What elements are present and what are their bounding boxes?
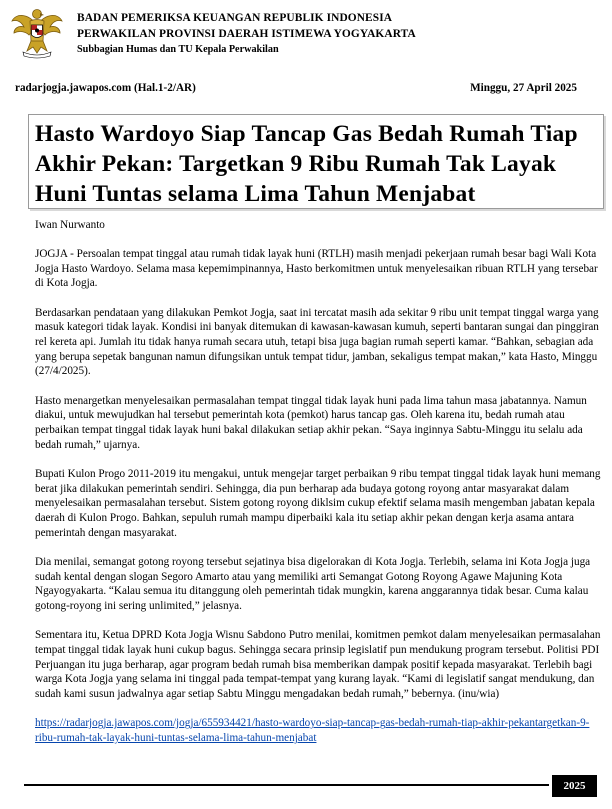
title-box [28,114,604,209]
publish-date: Minggu, 27 April 2025 [470,82,577,94]
footer-year-badge: 2025 [552,775,597,797]
agency-division: Subbagian Humas dan TU Kepala Perwakilan [77,44,279,55]
agency-header [77,10,416,57]
source-label: radarjogja.jawapos.com (Hal.1-2/AR) [15,82,196,94]
article-source-link[interactable]: https://radarjogja.jawapos.com/jogja/655934421/hasto-wardoyo-siap-tancap-gas-bedah-rumah-tiap-akhir-pekantargetkan-9-ribu-rumah-tak-layak-huni-tuntas-selama-lima-tahun-menjabat [35,717,590,745]
article-body [35,247,605,746]
paragraph: Berdasarkan pendataan yang dilakukan Pemkot Jogja, saat ini tercatat masih ada sekitar 9 ribu unit tempat tinggal warga yang masuk kategori tidak layak. Kondisi ini banyak ditemukan di kawasan-kawasan kumuh, seperti bantaran sungai dan pinggiran rel kereta api. Jumlah itu tidak hanya rumah secara utuh, tetapi bisa juga bagian rumah seperti kamar. “Bahkan, sebagian ada yang berupa sepetak bangunan namun difungsikan untuk tempat tidur, jamban, sekaligus tempat makan,” kata Hasto, Minggu (27/4/2025). [35,306,599,378]
agency-office: PERWAKILAN PROVINSI DAERAH ISTIMEWA YOGYAKARTA [77,28,416,40]
paragraph: Hasto menargetkan menyelesaikan permasalahan tempat tinggal tidak layak huni pada lima tahun masa jabatannya. Namun diakui, untuk mewujudkan hal tersebut pemerintah kota (pemkot) harus tancap gas. Oleh karena itu, bedah rumah atau perbaikan tempat tinggal tidak layak huni bakal dilakukan setiap akhir pekan. “Saya inginnya Sabtu-Minggu itu selalu ada bedah rumah,” ujarnya. [35,394,587,451]
paragraph: Bupati Kulon Progo 2011-2019 itu mengakui, untuk mengejar target perbaikan 9 ribu tempat tinggal tidak layak huni memang berat jika dilakukan pemerintah sendiri. Sehingga, dia pun berharap ada budaya gotong royong antar masyarakat dalam menyelesaikan permasalahan tersebut. Sistem gotong royong diklsim cukup efektif selama masih mengemban jabatan kepala daerah di Kulon Progo. Bahkan, sepuluh rumah mampu diperbaiki kala itu setiap akhir pekan dengan kerja asama antara pemerintah dengan masyarakat. [35,468,601,539]
footer-divider [24,784,549,786]
garuda-emblem-icon [10,5,64,59]
paragraph: Sementara itu, Ketua DPRD Kota Jogja Wisnu Sabdono Putro menilai, komitmen pemkot dalam menyelesaikan permasalahan tempat tinggal tidak layak huni cukup bagus. Sehingga secara prinsip legislatif pun mendukung program tersebut. Politisi PDI Perjuangan itu juga berharap, agar program bedah rumah bisa memberikan dampak positif kepada masyarakat. Terlebih bagi warga Kota Jogja yang selama ini tinggal pada tempat-tempat yang kurang layak. “Kami di legislatif sangat mendukung, dan sudah kami susun jadwalnya agar setiap Sabtu Minggu mengadakan bedah rumah,” bebernya. (inu/wia) [35,629,601,700]
article-author: Iwan Nurwanto [35,219,105,231]
article-title: Hasto Wardoyo Siap Tancap Gas Bedah Rumah Tiap Akhir Pekan: Targetkan 9 Ribu Rumah Tak Layak Huni Tuntas selama Lima Tahun Menjabat [35,121,578,207]
paragraph: Dia menilai, semangat gotong royong tersebut sejatinya bisa digelorakan di Kota Jogja. Terlebih, selama ini Kota Jogja juga sudah kental dengan slogan Segoro Amarto atau yang memiliki arti Semangat Gotong Royong Agawe Majuning Kota Ngayogyakarta. “Kalau semua itu ditanggung oleh pemerintah tidak mungkin, karena anggarannya tidak besar. Cuma kalau gotong-royong ini sering unlimited,” jelasnya. [35,556,591,612]
agency-name: BADAN PEMERIKSA KEUANGAN REPUBLIK INDONESIA [77,12,393,24]
paragraph: JOGJA - Persoalan tempat tinggal atau rumah tidak layak huni (RTLH) masih menjadi pekerjaan rumah besar bagi Wali Kota Jogja Hasto Wardoyo. Selama masa kepemimpinannya, Hasto berkomitmen untuk menyelesaikan ribuan RTLH yang tersebar di Kota Jogja. [35,248,598,290]
